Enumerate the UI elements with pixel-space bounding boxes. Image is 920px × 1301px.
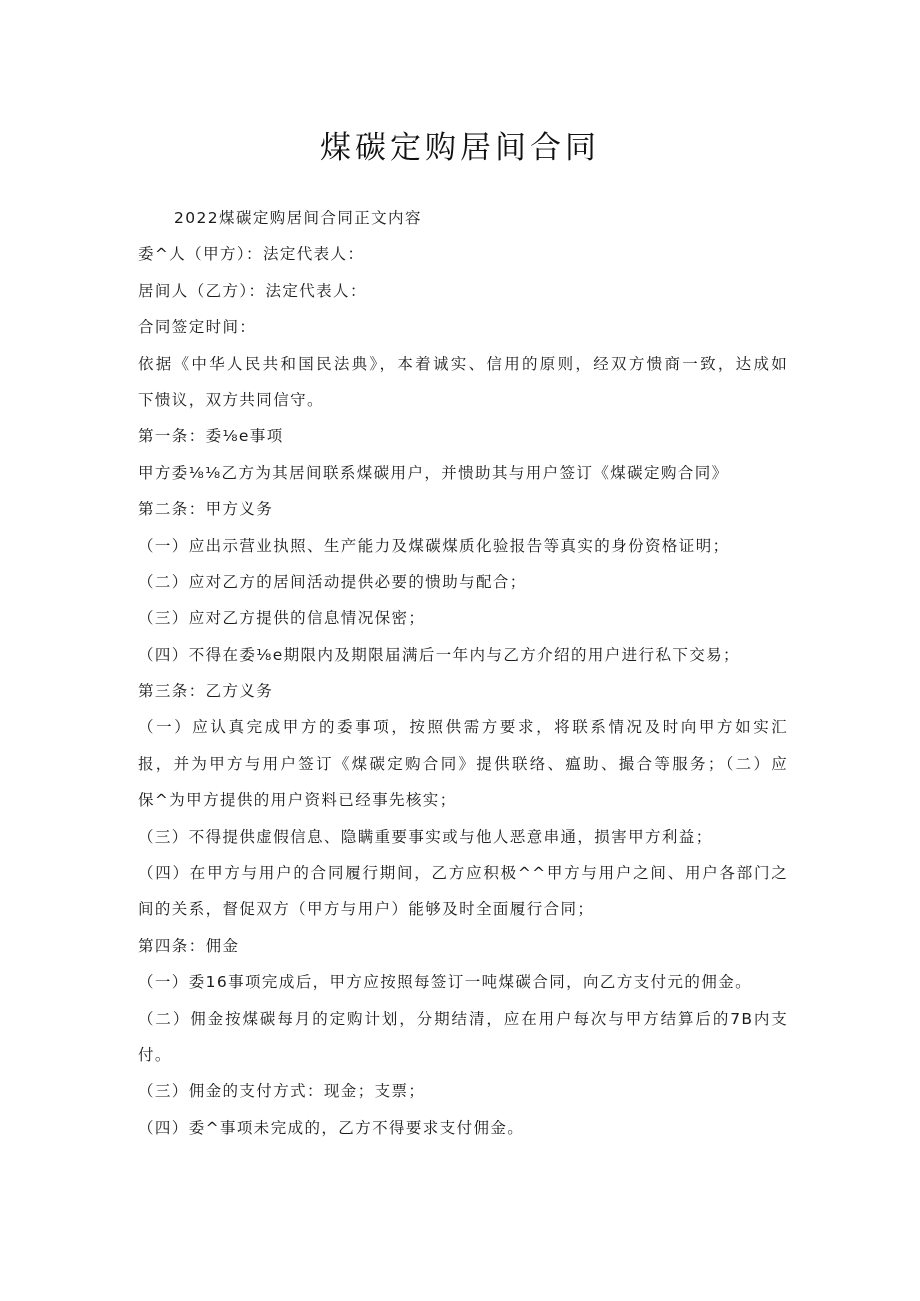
preamble-line-1: 依据《中华人民共和国民法典》，本着诚实、信用的原则，经双方愦商一致，达成如 — [138, 354, 788, 373]
subtitle-line: 2022煤碳定购居间合同正文内容 — [174, 209, 422, 227]
article-3-item-4-line-1: （四）在甲方与用户的合同履行期间，乙方应积极^^甲方与用户之间、用户各部门之 — [138, 864, 788, 883]
article-4-heading: 第四条：佣金 — [138, 936, 240, 955]
document-title: 煤碳定购居间合同 — [320, 130, 600, 166]
article-4-item-2-line-1: （二）佣金按煤碳每月的定购计划，分期结清，应在用户每次与甲方结算后的7B内支 — [138, 1009, 788, 1028]
article-2-heading: 第二条：甲方义务 — [138, 500, 274, 519]
article-3-item-3: （三）不得提供虚假信息、隐瞒重要事实或与他人恶意串通，损害甲方利益； — [138, 827, 713, 846]
article-2-item-3: （三）应对乙方提供的信息情况保密； — [138, 609, 426, 628]
article-3-item-1-line-1: （一）应认真完成甲方的委事项，按照供需方要求，将联系情况及时向甲方如实汇 — [138, 718, 788, 737]
article-1-text: 甲方委⅛⅛乙方为其居间联系煤碳用户，并愦助其与用户签订《煤碳定购合同》 — [138, 463, 729, 482]
article-2-item-1: （一）应出示营业执照、生产能力及煤碳煤质化验报告等真实的身份资格证明； — [138, 536, 730, 555]
document-body — [138, 200, 788, 1146]
article-2-item-4: （四）不得在委⅛e期限内及期限届满后一年内与乙方介绍的用户进行私下交易； — [138, 645, 740, 664]
article-1-heading: 第一条：委⅛e事项 — [138, 427, 284, 446]
article-2-item-2: （二）应对乙方的居间活动提供必要的愦助与配合； — [138, 572, 527, 591]
article-4-item-4: （四）委^事项未完成的，乙方不得要求支付佣金。 — [138, 1118, 525, 1137]
article-3-item-1-line-2: 报，并为甲方与用户签订《煤碳定购合同》提供联络、瘟助、撮合等服务；（二）应 — [138, 754, 788, 773]
client-party-line: 委^人（甲方）：法定代表人： — [138, 245, 365, 264]
article-3-item-2-line: 保^为甲方提供的用户资料已经事先核实； — [138, 791, 457, 810]
signing-date-line: 合同签定时间： — [138, 318, 257, 337]
article-4-item-3: （三）佣金的支付方式：现金；支票； — [138, 1082, 426, 1101]
article-4-item-2-line-2: 付。 — [138, 1045, 172, 1064]
article-3-heading: 第三条：乙方义务 — [138, 682, 274, 701]
article-4-item-1: （一）委16事项完成后，甲方应按照每签订一吨煤碳合同，向乙方支付元的佣金。 — [138, 973, 753, 992]
preamble-line-2: 下愦议，双方共同信守。 — [138, 390, 324, 409]
article-3-item-4-line-2: 间的关系，督促双方（甲方与用户）能够及时全面履行合同； — [138, 900, 595, 919]
broker-party-line: 居间人（乙方）：法定代表人： — [138, 281, 367, 300]
